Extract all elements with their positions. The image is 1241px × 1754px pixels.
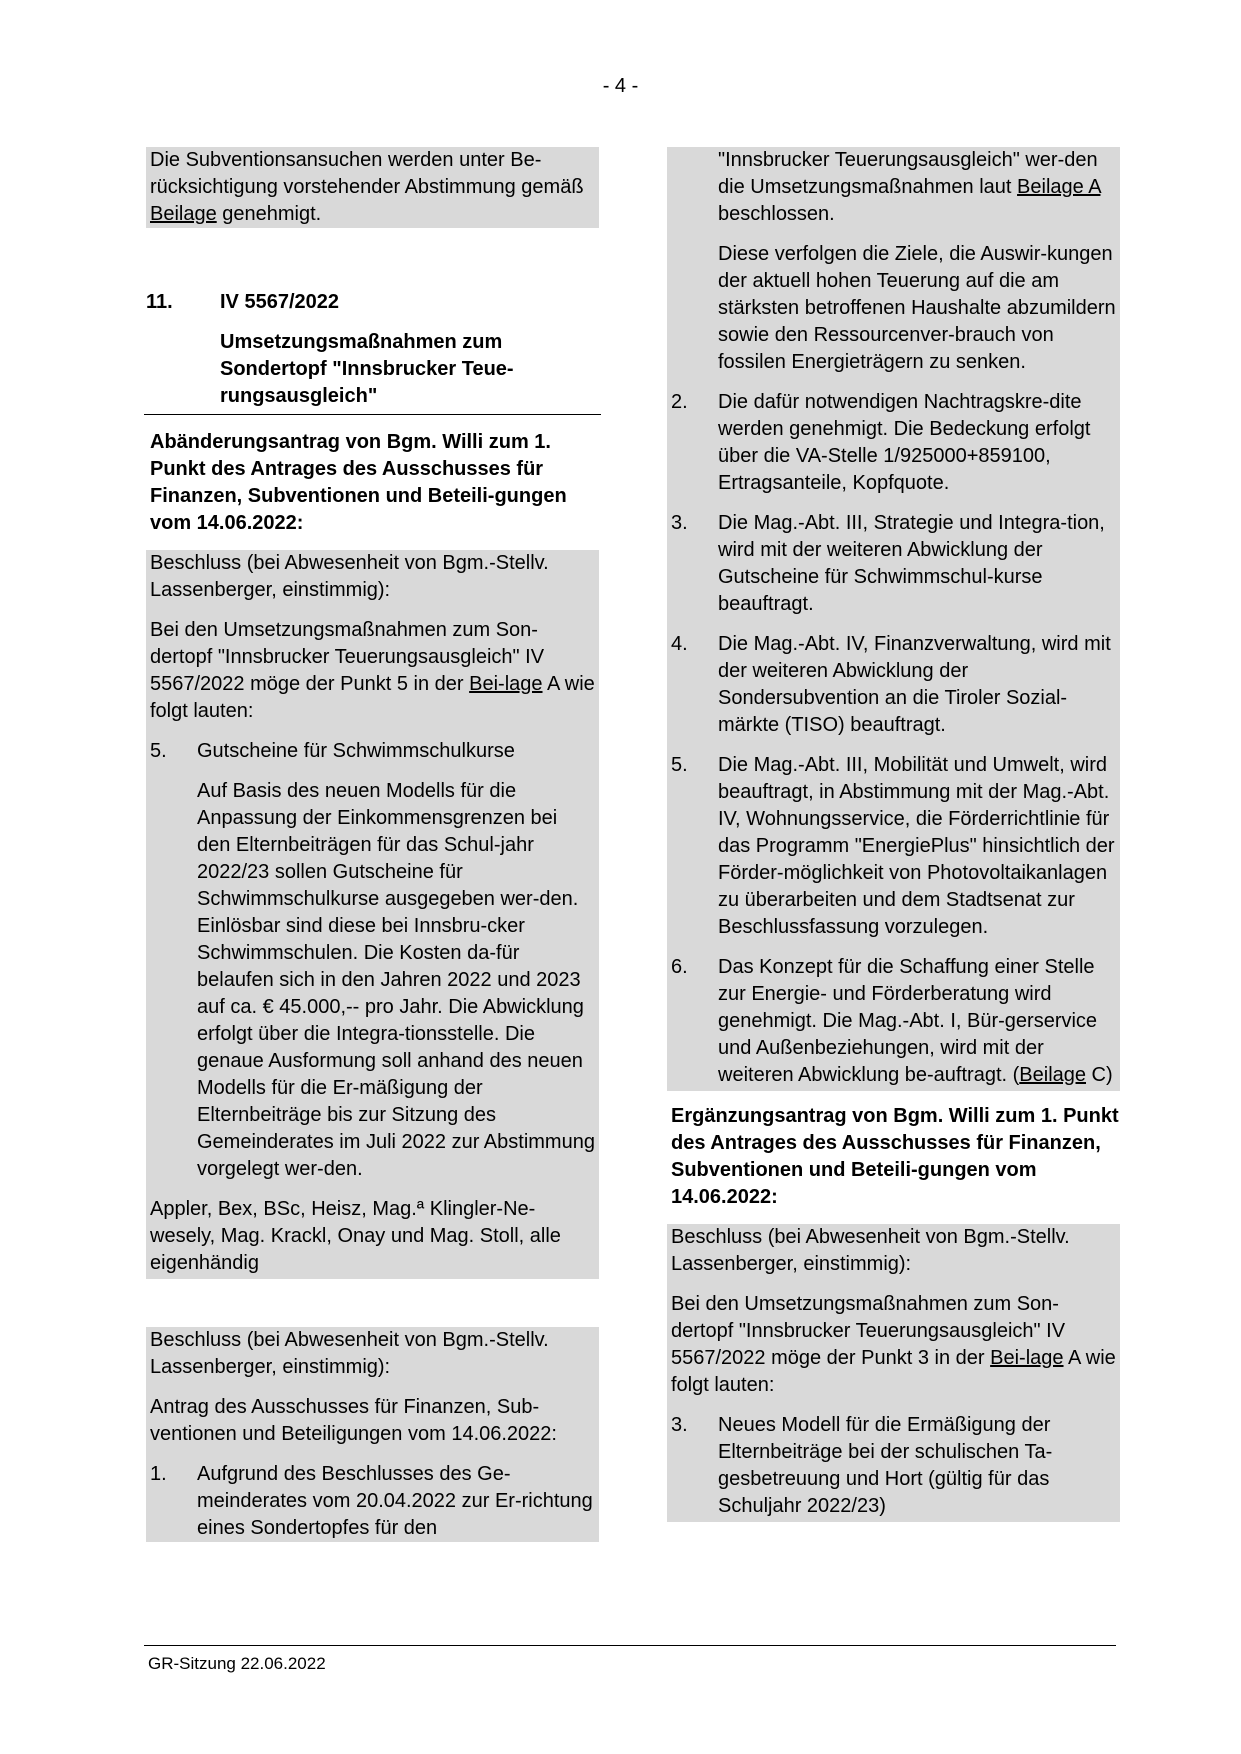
- page-number: - 4 -: [602, 75, 639, 97]
- point-5-body: Auf Basis des neuen Modells für die Anpassung der Einkommensgrenzen bei den Elternbeiträgen für das Schul-jahr 2022/23 sollen Gutscheine für Schwimmschulkurse ausgegeben wer-den. Einlösbar sind diese bei Innsbru-cker Schwimmschulen. Die Kosten da-für belaufen sich in den Jahren 2022 und 2023 auf ca. € 45.000,-- pro Jahr. Die Abwicklung erfolgt über die Integra-tionsstelle. Die genaue Ausformung soll anhand des neuen Modells für die Er-mäßigung der Elternbeiträge bis zur Sitzung des Gemeinderates im Juli 2022 zur Abstimmung vorgelegt wer-den.: [197, 780, 595, 1180]
- list-item: 4. Die Mag.-Abt. IV, Finanzverwaltung, wird mit der weiteren Abwicklung der Sondersubvention an die Tiroler Sozial-märkte (TISO) beauftragt.: [671, 633, 1111, 736]
- beilage-link: Beilage: [1019, 1064, 1086, 1086]
- amendment-text: Bei den Umsetzungsmaßnahmen zum Son-dertopf "Innsbrucker Teuerungsausgleich" IV 5567/2022 möge der Punkt 5 in der Bei-lage A wie folgt lauten:: [150, 619, 595, 722]
- signatories: Appler, Bex, BSc, Heisz, Mag.ª Klingler-Ne-wesely, Mag. Krackl, Onay und Mag. Stoll, alle eigenhändig: [150, 1198, 561, 1274]
- list-item: 6. Das Konzept für die Schaffung einer Stelle zur Energie- und Förderberatung wird genehmigt. Die Mag.-Abt. I, Bür-gerservice und Außenbeziehungen, wird mit der weiteren Abwicklung be-auftragt. (Beilage C): [671, 956, 1113, 1086]
- committee-block: [146, 1327, 599, 1542]
- beilage-link: Beilage: [150, 203, 217, 225]
- agenda-item-heading: [146, 289, 599, 316]
- amendment-heading: Abänderungsantrag von Bgm. Willi zum 1. Punkt des Antrages des Ausschusses für Finanzen, Subventionen und Beteili-gungen vom 14.06.2022:: [150, 431, 567, 534]
- resolution-text: Beschluss (bei Abwesenheit von Bgm.-Stellv. Lassenberger, einstimmig):: [150, 552, 549, 601]
- list-item: 3. Die Mag.-Abt. III, Strategie und Integra-tion, wird mit der weiteren Abwicklung der Gutscheine für Schwimmschul-kurse beauftragt.: [671, 512, 1105, 615]
- beilage-link: Beilage A: [1017, 176, 1101, 198]
- list-item: 2. Die dafür notwendigen Nachtragskre-dite werden genehmigt. Die Bedeckung erfolgt über die VA-Stelle 1/925000+859100, Ertragsanteile, Kopfquote.: [671, 391, 1091, 494]
- list-item: 3. Neues Modell für die Ermäßigung der Elternbeiträge bei der schulischen Ta-gesbetreuung und Hort (gültig für das Schuljahr 2022/23): [671, 1414, 1053, 1517]
- resolution-text: Beschluss (bei Abwesenheit von Bgm.-Stellv. Lassenberger, einstimmig):: [150, 1329, 549, 1378]
- intro-paragraph: Die Subventionsansuchen werden unter Be-rücksichtigung vorstehender Abstimmung gemäß Beilage genehmigt.: [146, 147, 599, 228]
- continuation-block: [667, 147, 1120, 1091]
- left-column: [146, 147, 599, 1542]
- committee-motion: Antrag des Ausschusses für Finanzen, Sub-ventionen und Beteiligungen vom 14.06.2022:: [150, 1396, 557, 1445]
- continuation-text: "Innsbrucker Teuerungsausgleich" wer-den die Umsetzungsmaßnahmen laut Beilage A beschlossen.: [718, 149, 1101, 225]
- right-column: [667, 147, 1120, 1522]
- resolution-text: Beschluss (bei Abwesenheit von Bgm.-Stellv. Lassenberger, einstimmig):: [671, 1226, 1070, 1275]
- beilage-link: Bei-lage: [990, 1347, 1064, 1369]
- agenda-item-title: Umsetzungsmaßnahmen zum Sondertopf "Innsbrucker Teue-rungsausgleich": [220, 331, 514, 407]
- agenda-item-code: IV 5567/2022: [220, 291, 339, 313]
- supplement-text: Bei den Umsetzungsmaßnahmen zum Son-dertopf "Innsbrucker Teuerungsausgleich" IV 5567/2022 möge der Punkt 3 in der Bei-lage A wie folgt lauten:: [671, 1293, 1116, 1396]
- beilage-link: Bei-lage: [469, 673, 543, 695]
- supplement-block: [667, 1224, 1120, 1522]
- supplement-heading: Ergänzungsantrag von Bgm. Willi zum 1. Punkt des Antrages des Ausschusses für Finanzen, Subventionen und Beteili-gungen vom 14.06.2022:: [671, 1105, 1119, 1208]
- footer-divider: [144, 1645, 1116, 1646]
- heading-divider: [144, 414, 601, 415]
- list-item: 5. Die Mag.-Abt. III, Mobilität und Umwelt, wird beauftragt, in Abstimmung mit der Mag.-Abt. IV, Wohnungsservice, die Förderrichtlinie für das Programm "EnergiePlus" hinsichtlich der Förder-möglichkeit von Photovoltaikanlagen zu überarbeiten und dem Stadtsenat zur Beschlussfassung vorzulegen.: [671, 754, 1115, 938]
- list-item: 5. Gutscheine für Schwimmschulkurse: [150, 740, 515, 762]
- list-item: 1. Aufgrund des Beschlusses des Ge-meinderates vom 20.04.2022 zur Er-richtung eines Sondertopfes für den: [150, 1463, 593, 1539]
- agenda-item-number: 11.: [146, 291, 173, 313]
- amendment-block: [146, 550, 599, 1279]
- footer-text: GR-Sitzung 22.06.2022: [148, 1654, 326, 1673]
- goals-text: Diese verfolgen die Ziele, die Auswir-kungen der aktuell hohen Teuerung auf die am stärksten betroffenen Haushalte abzumildern sowie den Ressourcenver-brauch von fossilen Energieträgern zu senken.: [718, 243, 1116, 373]
